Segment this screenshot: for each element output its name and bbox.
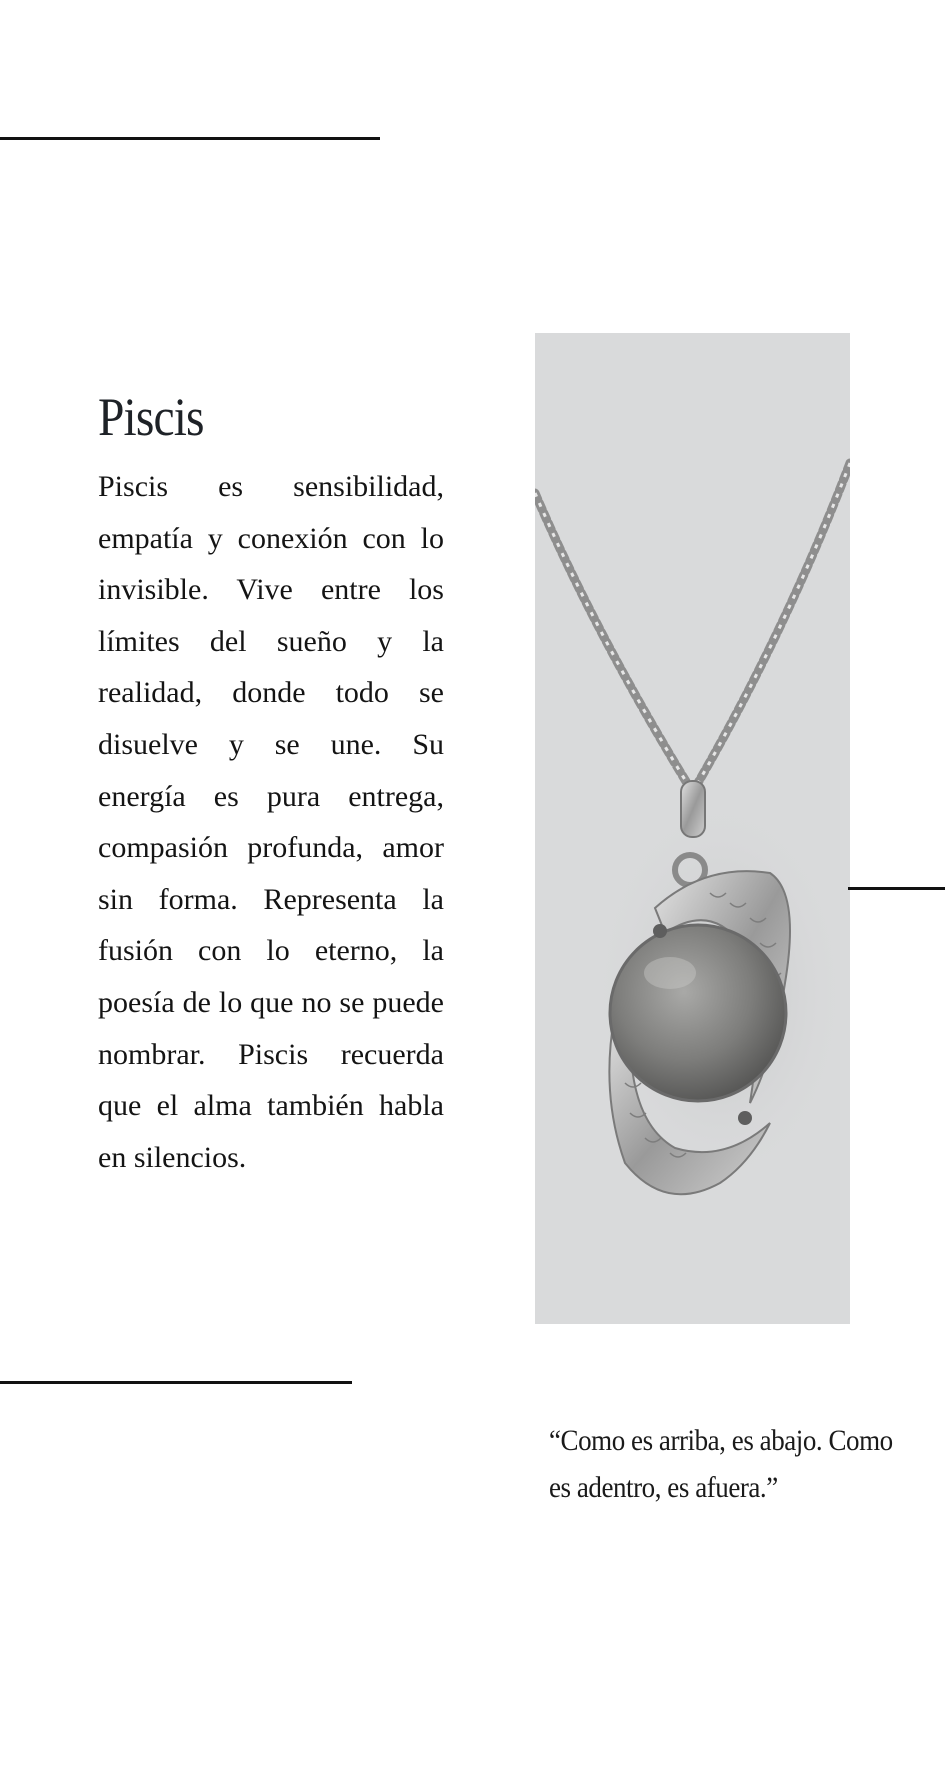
pendant-photo [535, 333, 850, 1324]
top-divider-line [0, 137, 380, 140]
bottom-divider-line [0, 1381, 352, 1384]
pisces-pendant-icon [535, 333, 850, 1324]
right-divider-line [848, 887, 945, 890]
page-title: Piscis [98, 387, 204, 447]
description-paragraph: Piscis es sensibilidad, empatía y conexión con lo invisible. Vive entre los límites del sueño y la realidad, donde todo se disuelve y se une. Su energía es pura entrega, compasión profunda, amor sin forma. Representa la fusión con lo eterno, la poesía de lo que no se puede nombrar. Piscis recuerda que el alma también habla en silencios. [98, 470, 444, 1174]
quote-text: “Como es arriba, es abajo. Como es adentro, es afuera.” [549, 1424, 893, 1504]
